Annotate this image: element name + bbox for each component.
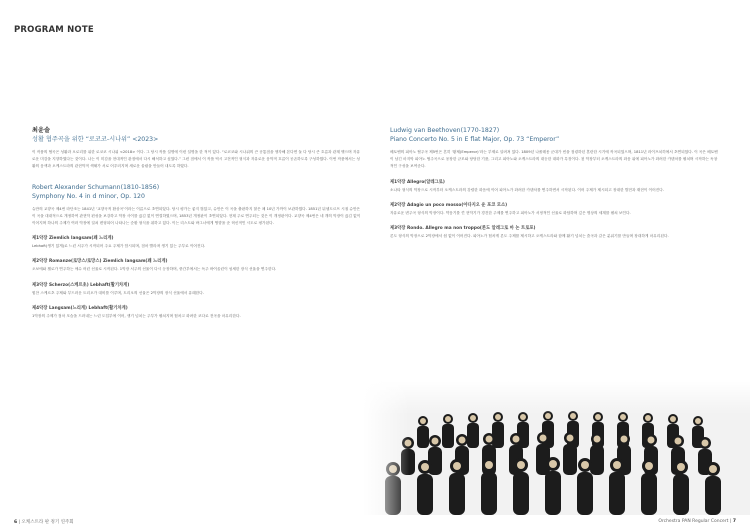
program-note-paragraph: 슈만의 교향곡 제4번 라단조는 1841년 ‘교향곡적 환상곡’이라는 이름으로 초연되었다. 당시 평가는 좋지 않았고, 슈만은 이 곡을 출판하지 않은 채 10년 가까이 보관하였다. 1851년 뒤셀도르프 시절 슈만은 이 곡을 대대적으로 개정하여 관현악 편성을 보강하고 악장 사이를 끊김 없이 연결하였으며, 1853년 개정판이 초연되었다. 현재 주로 연주되는 것은 이 개정판이다. 교향곡 제4번은 네 개의 악장이 끊김 없이 이어지며 하나의 주제가 여러 악장에 걸쳐 변형되어 나타나는 순환 형식을 취하고 있다. 이는 리스트와 바그너에게 영향을 준 혁신적인 시도로 평가된다. (32, 206, 361, 226)
composer-section (390, 126, 720, 240)
movement-title: 제4악장 Langsam(느리게) Lebhaft(활기차게) (32, 305, 128, 311)
footer-divider: | (18, 520, 21, 525)
movement-title: 제2악장 Romanze(로망스/로망스) Ziemlich langsam(꽤 느리게) (32, 259, 168, 265)
program-note-paragraph: 베토벤의 피아노 협주곡 제5번은 흔히 ‘황제(Emperor)’라는 부제로 알려져 있다. 1809년 나폴레옹 군대가 빈을 점령하던 혼란한 시기에 작곡되었으며, 1811년 라이프치히에서 초연되었다. 이 곡은 베토벤이 남긴 마지막 피아노 협주곡으로 웅장한 규모와 당당한 기품, 그리고 피아노와 오케스트라의 대등한 대화가 특징이다. 첫 악장부터 오케스트라의 화음 위에 피아노가 화려한 카덴차를 펼치며 시작하는 독창적인 구성을 보여준다. (390, 150, 718, 169)
movement-description: Lebhaft(생기 있게)로 느린 서주가 시작되어 주요 주제가 암시되며, 점차 빨라져 생기 있는 주부로 이어진다. (32, 244, 206, 249)
footer-text: Orchestra PAN Regular Concert (658, 519, 729, 524)
work-title: Symphony No. 4 in d minor, Op. 120 (32, 192, 145, 200)
footer-right (658, 519, 736, 524)
movement-title: 제3악장 Rondo. Allegro ma non troppo(론도 알레그로 마 논 트로포) (390, 226, 536, 232)
movement-description: 자유로운 변주곡 형식의 악장이다. 약음기를 낀 현악기가 경건한 주제를 연주하고 피아노가 서정적인 선율로 화답하며 깊은 명상의 세계를 펼쳐 보인다. (390, 210, 631, 215)
movement-title: 제1악장 Allegro(알레그로) (390, 179, 445, 185)
page-title: PROGRAM NOTE (14, 25, 94, 35)
footer-left (14, 519, 74, 525)
left-column (32, 126, 362, 320)
work-title: 성활 협주곡을 위한 “로코코-시나위” <2023> (32, 136, 159, 143)
composer-name: Ludwig van Beethoven(1770-1827) (390, 127, 500, 134)
footer-text: 오케스트라 판 정기 연주회 (21, 520, 74, 525)
page-number: 6 (14, 520, 18, 525)
movement-title: 제1악장 Ziemlich langsam(꽤 느리게) (32, 236, 114, 242)
composer-section (32, 183, 362, 320)
composer-name: Robert Alexander Schumann(1810-1856) (32, 183, 160, 191)
movement-description: 론도 형식의 악장으로 2악장에서 쉼 없이 이어진다. 피아노가 힘차게 론도 주제를 제시하고 오케스트라와 함께 활기 넘치는 춤곡과 같은 분위기를 만들며 장대하게 마무리된다. (390, 234, 669, 239)
work-title: Piano Concerto No. 5 in E flat Major, Op. 73 “Emperor” (390, 136, 560, 143)
movement-description: 1악장의 주제가 점차 모습을 드러내는 느린 도입부에 이어, 생기 넘치는 주부가 펼쳐지며 힘차고 화려한 코다로 전곡을 마무리한다. (32, 313, 241, 318)
footer-divider: | (729, 519, 732, 524)
page-number: 7 (732, 519, 736, 524)
right-column (390, 126, 720, 240)
movement-title: 제2악장 Adagio un poco mosso(아다지오 운 포코 모소) (390, 202, 508, 208)
movement-title: 제3악장 Scherzo(스케르초) Lebhaft(활기차게) (32, 282, 130, 288)
movement-description: 오보에와 첼로가 연주하는 애수 어린 선율로 시작된다. 1악장 서주의 선율이 다시 등장하며, 중간부에서는 독주 바이올린이 섬세한 장식 선율을 연주한다. (32, 267, 277, 272)
composer-section (32, 126, 362, 171)
composer-name: 최윤솔 (32, 127, 50, 134)
orchestra-photo (363, 381, 750, 515)
movement-description: 소나타 형식의 악장으로 시작부터 오케스트라의 강렬한 화음에 이어 피아노가 화려한 카덴차를 연주하면서 시작된다. 이어 주제가 제시되고 장대한 발전과 재현이 이어진다. (390, 187, 664, 192)
movement-description: 힘찬 스케르초 주제와 부드러운 트리오가 대비를 이루며, 트리오의 선율은 2악장의 장식 선율에서 유래한다. (32, 290, 204, 295)
program-note-paragraph: 이 작품의 협곡은 성활과 오로리를 위한 로코코 시나위 <2018> 이다. 그 당시 작품 설명에 이런 설명을 한 적이 있다. “로코코와 시나위의 큰 공통점을 생각해 본다면 둘 다 당시 큰 흐름과 관계 맺으며 자유로운 미감을 지향하였다는 것이다. 나는 이 미감을 현대적인 관점에서 다시 해석하고 싶었다.” 그런 점에서 이 작품 역시 고전적인 형식과 자유로운 음악적 흐름이 공존하도록 구성하였다. 이번 작품에서는 성활의 음색과 오케스트라의 관현악적 색채가 서로 어우러지며 새로운 울림을 만들어 내도록 하였다. (32, 150, 361, 169)
